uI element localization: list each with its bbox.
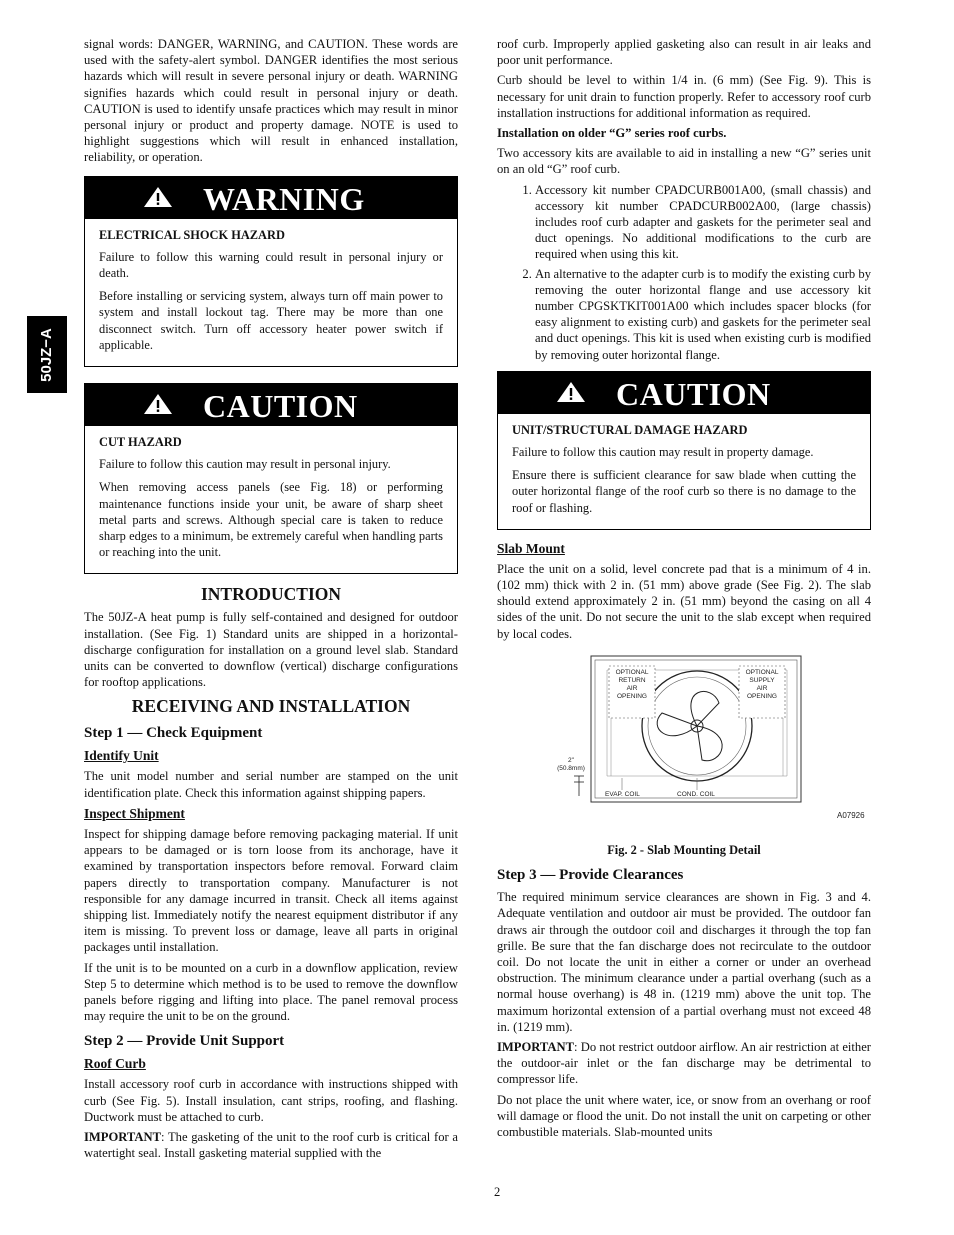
introduction-heading: INTRODUCTION: [200, 584, 342, 605]
caution-box-structural: [497, 371, 871, 530]
inspect-shipment-paragraph-2: If the unit is to be mounted on a curb in a downflow application, review Step 5 to determine which method is to be used to remove the downflow panels before rigging and lifting into place. The panel removal process may require the unit to be on the ground.: [84, 960, 458, 1024]
caution-text-1: Failure to follow this caution may result in property damage.: [512, 445, 814, 460]
step3-heading: Step 3 — Provide Clearances: [497, 867, 684, 884]
side-tab-label: 50JZ−A: [37, 327, 55, 382]
step2-heading: Step 2 — Provide Unit Support: [84, 1033, 285, 1050]
caution-box-cut: [84, 383, 458, 574]
slab-mounting-figure: [497, 648, 871, 838]
warning-box: [84, 176, 458, 367]
warning-text-2: Before installing or servicing system, always turn off main power to system and install lockout tag. There may be more than one disconnect switch. Turn off accessory heater power switch if applicable.: [99, 289, 443, 352]
caution-text-2: When removing access panels (see Fig. 18) or performing maintenance functions inside your unit, be aware of sharp sheet metal parts and screws. Although special care is taken to reduce sharp edges to a minimum, be extremely careful when handling parts or reaching into the unit.: [99, 480, 443, 560]
dimension-label: (50.8mm): [557, 764, 585, 772]
warning-label: WARNING: [203, 180, 365, 217]
slab-mount-heading: Slab Mount: [497, 540, 565, 556]
important-text: : The gasketing of the unit to the roof curb is critical for a watertight seal. Install gasketing material supplied with the: [84, 1129, 458, 1161]
important-label: IMPORTANT: [84, 1129, 161, 1144]
return-label-line: RETURN: [618, 676, 646, 684]
roof-curb-heading: Roof Curb: [84, 1056, 146, 1072]
roof-curb-paragraph: Install accessory roof curb in accordance with instructions shipped with curb (See Fig. 5). Install insulation, cant strips, roofing, and flashing. Ductwork must be attached to curb.: [84, 1077, 458, 1124]
g-series-paragraph: Two accessory kits are available to aid in installing a new “G” series unit on an old “G” roof curb.: [497, 146, 871, 177]
important-label: IMPORTANT: [497, 1039, 574, 1054]
curb-level-paragraph: Curb should be level to within 1/4 in. (6 mm) (See Fig. 9). This is necessary for unit drain to function properly. Refer to accessory roof curb installation instructions for additional information as required.: [497, 73, 871, 120]
step3-paragraph: The required minimum service clearances are shown in Fig. 3 and 4. Adequate ventilation and outdoor air must be provided. The outdoor fan draws air through the outdoor coil and discharges it through the top fan grille. Be sure that the fan discharge does not recirculate to the outdoor coil. Do not locate the unit in either a corner or under an overhead obstruction. The minimum clearance under a partial overhang (such as a normal house overhang) is 48 in. (1219 mm) above the unit top. The maximum horizontal extension of a partial overhang must not exceed 48 in. (1219 mm).: [497, 890, 871, 1034]
kit-list: [497, 182, 871, 363]
supply-label-line: AIR: [756, 684, 768, 692]
safety-alert-icon: [556, 381, 586, 403]
return-label-line: AIR: [626, 684, 638, 692]
caution-title: CUT HAZARD: [99, 435, 182, 450]
return-label-line: OPTIONAL: [615, 668, 649, 676]
evap-coil-label: EVAP. COIL: [605, 790, 640, 798]
cond-coil-label: COND. COIL: [677, 790, 715, 798]
figure-caption: Fig. 2 ‐ Slab Mounting Detail: [607, 842, 761, 857]
warning-text-1: Failure to follow this warning could result in personal injury or death.: [99, 249, 443, 281]
warning-title: ELECTRICAL SHOCK HAZARD: [99, 227, 285, 242]
safety-alert-icon: [143, 393, 173, 415]
important-paragraph: [84, 1129, 458, 1161]
supply-label-line: OPENING: [747, 692, 777, 700]
caution-header: [85, 384, 457, 426]
slab-mount-paragraph: Place the unit on a solid, level concrete pad that is a minimum of 4 in. (102 mm) thick with 2 in. (51 mm) above grade (See Fig. 2). The slab should extend approximately 2 in. (51 mm) beyond the casing on all 4 sides of the unit. Do not secure the unit to the slab except when required by local codes.: [497, 561, 871, 641]
inspect-shipment-heading: Inspect Shipment: [84, 805, 185, 821]
signal-words-paragraph: signal words: DANGER, WARNING, and CAUTION. These words are used with the safety‐alert symbol. DANGER identifies the most serious hazards which will result in severe personal injury or death. WARNING signifies hazards which could result in personal injury or death. CAUTION is used to identify unsafe practices which may result in minor personal injury or product and property damage. NOTE is used to highlight suggestions which will result in enhanced installation, reliability, or operation.: [84, 37, 458, 165]
page-number: 2: [494, 1185, 501, 1199]
list-item: 2. An alternative to the adapter curb is to modify the existing curb by removing the outer horizontal flange and use accessory kit number CPGSKTKIT001A00 which includes spacer blocks (for easy alignment to existing curb) and gaskets for the perimeter seal and duct openings. This kit is used when existing curb is modified by removing outer horizontal flange.: [535, 266, 871, 363]
important-paragraph: [497, 1039, 871, 1088]
caution-text-1: Failure to follow this caution may result in personal injury.: [99, 457, 391, 472]
gasket-paragraph: roof curb. Improperly applied gasketing also can result in air leaks and poor unit performance.: [497, 37, 871, 68]
caution-header: [498, 372, 870, 414]
identify-unit-paragraph: The unit model number and serial number are stamped on the unit identification plate. Check this information against shipping papers.: [84, 769, 458, 800]
step1-heading: Step 1 — Check Equipment: [84, 725, 263, 742]
introduction-paragraph: The 50JZ‐A heat pump is fully self‐contained and designed for outdoor installation. (See Fig. 1) Standard units are shipped in a horizontal‐discharge configuration for installation on a ground level slab. Standard units can be converted to downflow (vertical) discharge configurations for rooftop applications.: [84, 610, 458, 690]
caution-text-2: Ensure there is sufficient clearance for saw blade when cutting the outer horizontal flange of the roof curb so there is no damage to the roof or flashing.: [512, 468, 856, 515]
placement-paragraph: Do not place the unit where water, ice, or snow from an overhang or roof will damage or flood the unit. Do not install the unit on carpeting or other combustible materials. Slab‐mounted units: [497, 1092, 871, 1139]
return-label-line: OPENING: [617, 692, 647, 700]
g-series-heading: Installation on older “G” series roof curbs.: [497, 126, 727, 141]
figure-code: A07926: [837, 810, 865, 820]
caution-label: CAUTION: [203, 388, 358, 425]
list-item: 1. Accessory kit number CPADCURB001A00, (small chassis) and accessory kit number CPADCURB002A00, (large chassis) includes roof curb adapter and gaskets for the perimeter seal and duct openings. No additional modifications to the curb are required when using this kit.: [535, 182, 871, 263]
right-column: [497, 36, 871, 1144]
identify-unit-heading: Identify Unit: [84, 748, 159, 764]
dimension-label: 2": [568, 756, 574, 764]
side-tab: [27, 316, 67, 393]
receiving-heading: RECEIVING AND INSTALLATION: [131, 696, 411, 717]
slab-diagram: [497, 648, 871, 838]
inspect-shipment-paragraph-1: Inspect for shipping damage before removing packaging material. If unit appears to be damaged or is torn loose from its anchorage, have it examined by transportation inspectors before removal. Forward claim papers directly to transportation company. Manufacturer is not responsible for any damage incurred in transit. Check all items against shipping list. Immediately notify the nearest equipment distributor if any item is missing. To prevent loss or damage, leave all parts in original packages until installation.: [84, 826, 458, 955]
supply-label-line: OPTIONAL: [745, 668, 779, 676]
safety-alert-icon: [143, 186, 173, 208]
caution-label: CAUTION: [616, 375, 771, 412]
warning-header: [85, 177, 457, 219]
supply-label-line: SUPPLY: [749, 676, 775, 684]
left-column: [84, 36, 458, 1165]
caution-title: UNIT/STRUCTURAL DAMAGE HAZARD: [512, 422, 748, 437]
important-text: : Do not restrict outdoor airflow. An air restriction at either the outdoor‐air inlet or the fan discharge may be detrimental to compressor life.: [497, 1039, 871, 1087]
